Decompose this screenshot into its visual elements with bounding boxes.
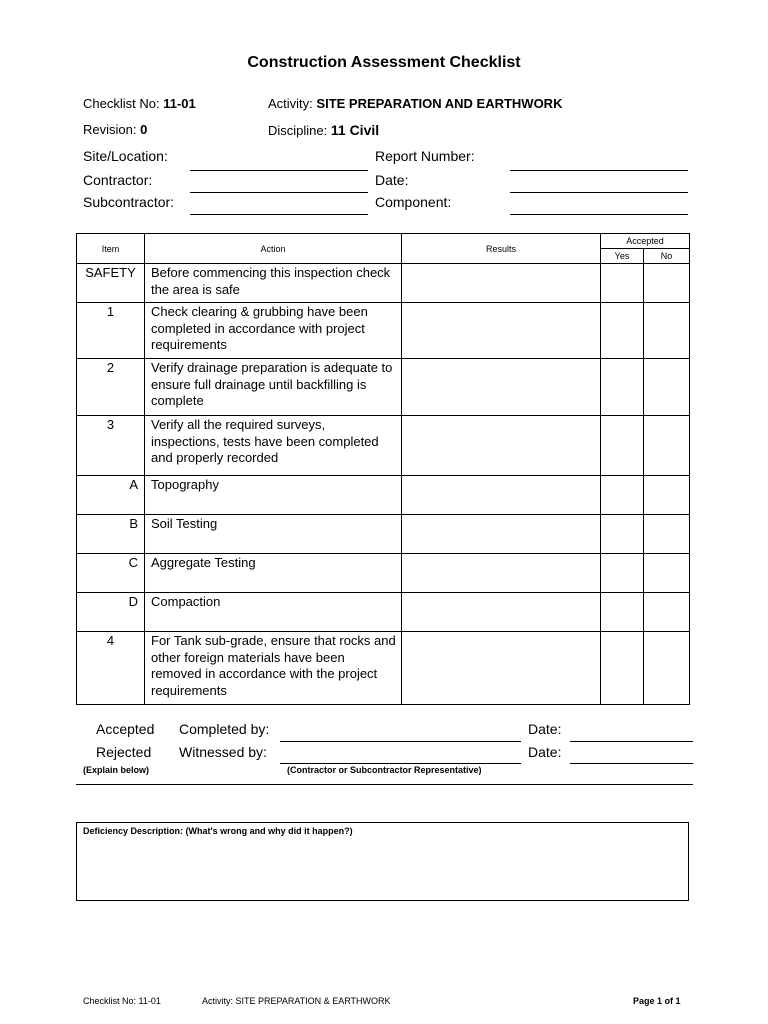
revision-value: 0 <box>140 122 148 137</box>
no-cell[interactable] <box>644 476 690 515</box>
revision-label: Revision: <box>83 122 137 137</box>
results-header: Results <box>402 234 601 264</box>
activity-value: SITE PREPARATION AND EARTHWORK <box>316 96 563 111</box>
revision-field <box>83 122 147 137</box>
item-cell: B <box>77 515 145 554</box>
footer-checklist: Checklist No: 11-01 <box>83 996 161 1006</box>
site-location-line[interactable] <box>190 170 368 171</box>
discipline-label: Discipline: <box>268 123 328 138</box>
results-cell[interactable] <box>402 359 601 416</box>
yes-cell[interactable] <box>601 554 644 593</box>
accepted-option[interactable]: Accepted <box>96 721 155 737</box>
yes-cell[interactable] <box>601 632 644 705</box>
yes-cell[interactable] <box>601 476 644 515</box>
discipline-field <box>268 122 379 138</box>
item-cell: 2 <box>77 359 145 416</box>
table-row <box>77 476 690 515</box>
checklist-no-field <box>83 96 196 111</box>
no-cell[interactable] <box>644 632 690 705</box>
date-label: Date: <box>375 172 409 188</box>
results-cell[interactable] <box>402 476 601 515</box>
table-row <box>77 632 690 705</box>
deficiency-label: Deficiency Description: (What's wrong and why did it happen?) <box>83 826 353 836</box>
yes-cell[interactable] <box>601 515 644 554</box>
footer-page: Page 1 of 1 <box>633 996 681 1006</box>
footer-activity: Activity: SITE PREPARATION & EARTHWORK <box>202 996 391 1006</box>
subcontractor-line[interactable] <box>190 214 368 215</box>
yes-cell[interactable] <box>601 303 644 359</box>
accepted-header: Accepted <box>601 234 690 249</box>
no-cell[interactable] <box>644 416 690 476</box>
item-cell: 4 <box>77 632 145 705</box>
explain-note: (Explain below) <box>83 765 150 775</box>
site-location-label: Site/Location: <box>83 148 168 164</box>
date-line[interactable] <box>510 192 688 193</box>
no-cell[interactable] <box>644 264 690 303</box>
action-cell: Aggregate Testing <box>145 554 402 593</box>
completed-by-line[interactable] <box>280 741 521 742</box>
item-cell: 1 <box>77 303 145 359</box>
results-cell[interactable] <box>402 515 601 554</box>
contractor-label: Contractor: <box>83 172 153 188</box>
report-number-label: Report Number: <box>375 148 475 164</box>
witnessed-by-label: Witnessed by: <box>179 744 267 760</box>
rejected-option[interactable]: Rejected <box>96 744 152 760</box>
completed-date-label: Date: <box>528 721 562 737</box>
action-cell: Check clearing & grubbing have been completed in accordance with project requirements <box>145 303 402 359</box>
table-row <box>77 554 690 593</box>
table-row <box>77 593 690 632</box>
table-row <box>77 303 690 359</box>
checklist-table <box>76 233 690 705</box>
item-header: Item <box>77 234 145 264</box>
results-cell[interactable] <box>402 264 601 303</box>
yes-cell[interactable] <box>601 264 644 303</box>
action-cell: Compaction <box>145 593 402 632</box>
action-cell: For Tank sub-grade, ensure that rocks and other foreign materials have been removed in accordance with the project requirements <box>145 632 402 705</box>
item-cell: D <box>77 593 145 632</box>
table-row <box>77 515 690 554</box>
deficiency-box[interactable] <box>76 822 689 901</box>
no-cell[interactable] <box>644 593 690 632</box>
component-label: Component: <box>375 194 452 210</box>
table-row <box>77 416 690 476</box>
subcontractor-label: Subcontractor: <box>83 194 175 210</box>
checklist-no-label: Checklist No: <box>83 96 160 111</box>
action-cell: Soil Testing <box>145 515 402 554</box>
completed-by-label: Completed by: <box>179 721 270 737</box>
action-cell: Verify all the required surveys, inspections, tests have been completed and properly recorded <box>145 416 402 476</box>
no-cell[interactable] <box>644 303 690 359</box>
activity-field <box>268 96 562 111</box>
witnessed-by-line[interactable] <box>280 763 521 764</box>
no-cell[interactable] <box>644 359 690 416</box>
page-title: Construction Assessment Checklist <box>247 54 521 71</box>
results-cell[interactable] <box>402 554 601 593</box>
witnessed-date-label: Date: <box>528 744 562 760</box>
yes-cell[interactable] <box>601 593 644 632</box>
representative-note: (Contractor or Subcontractor Representative) <box>287 765 482 775</box>
results-cell[interactable] <box>402 632 601 705</box>
discipline-value: 11 Civil <box>330 122 380 138</box>
yes-cell[interactable] <box>601 416 644 476</box>
no-header: No <box>644 249 690 264</box>
no-cell[interactable] <box>644 515 690 554</box>
action-cell: Topography <box>145 476 402 515</box>
action-header: Action <box>145 234 402 264</box>
results-cell[interactable] <box>402 593 601 632</box>
results-cell[interactable] <box>402 416 601 476</box>
action-cell: Before commencing this inspection check the area is safe <box>145 264 402 303</box>
item-cell: 3 <box>77 416 145 476</box>
item-cell: SAFETY <box>77 264 145 303</box>
witnessed-date-line[interactable] <box>570 763 693 764</box>
item-cell: A <box>77 476 145 515</box>
yes-header: Yes <box>601 249 644 264</box>
item-cell: C <box>77 554 145 593</box>
yes-cell[interactable] <box>601 359 644 416</box>
action-cell: Verify drainage preparation is adequate to ensure full drainage until backfilling is complete <box>145 359 402 416</box>
divider <box>76 784 693 785</box>
results-cell[interactable] <box>402 303 601 359</box>
table-row <box>77 264 690 303</box>
checklist-no-value: 11-01 <box>163 96 196 111</box>
activity-label: Activity: <box>268 96 313 111</box>
report-number-line[interactable] <box>510 170 688 171</box>
component-line[interactable] <box>510 214 688 215</box>
contractor-line[interactable] <box>190 192 368 193</box>
completed-date-line[interactable] <box>570 741 693 742</box>
table-row <box>77 359 690 416</box>
no-cell[interactable] <box>644 554 690 593</box>
